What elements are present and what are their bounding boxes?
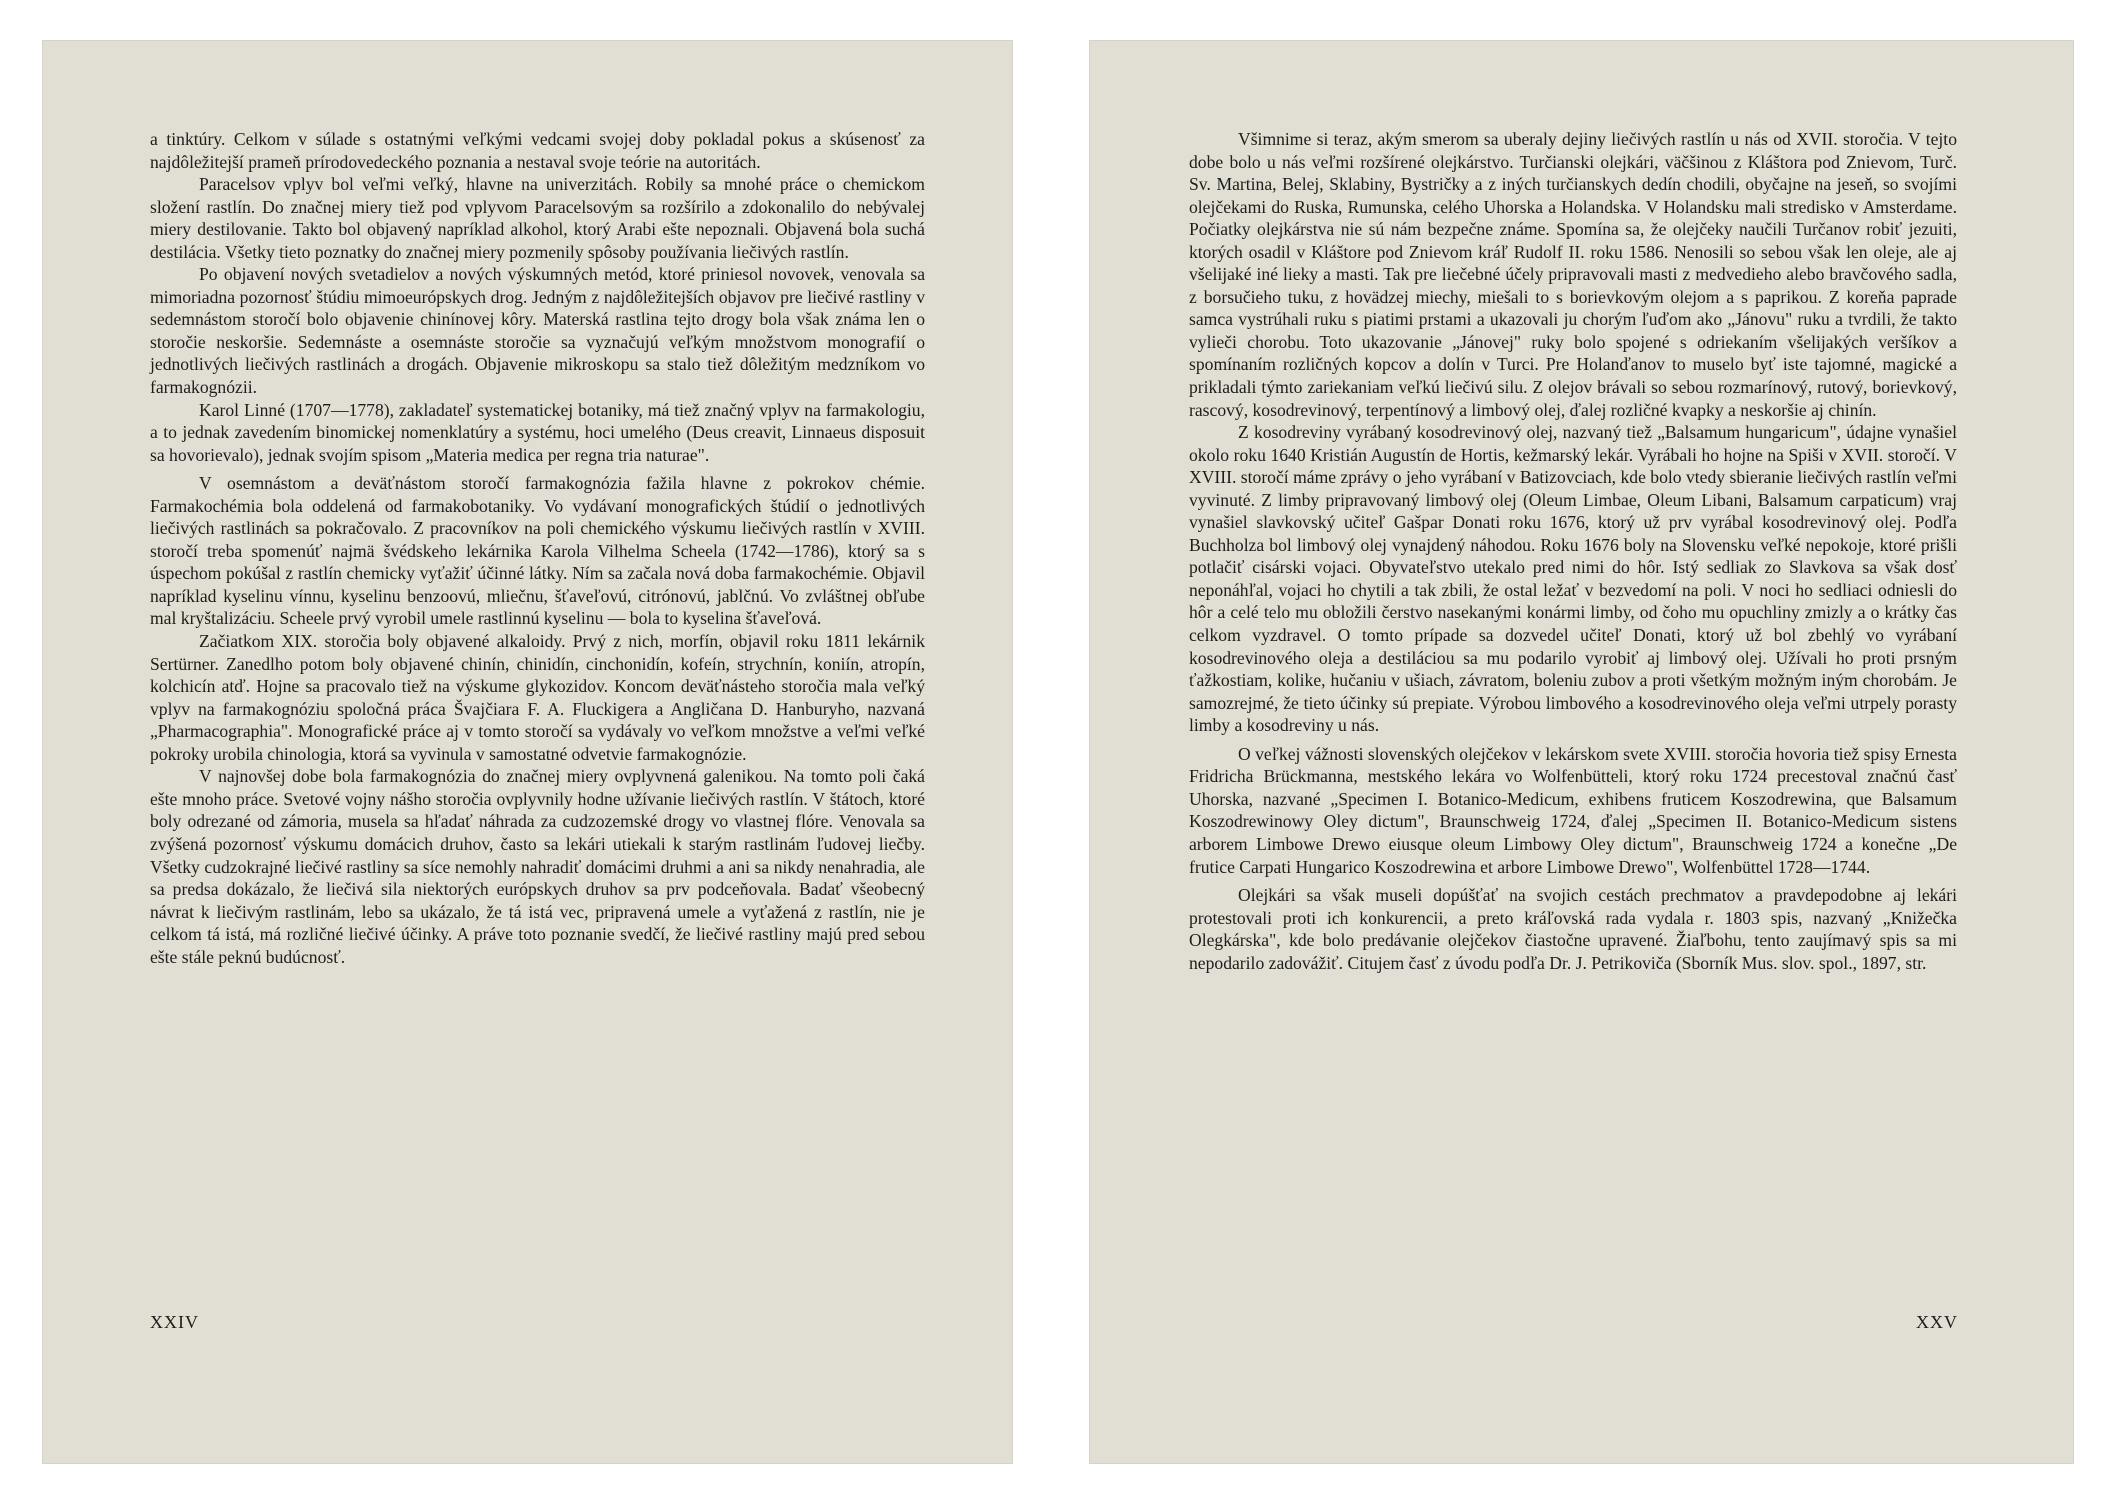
page-number: XXIV xyxy=(150,1312,199,1332)
paragraph: V osemnástom a deväťnástom storočí farmakognózia fažila hlavne z pokrokov chémie. Farmakochémia bola oddelená od farmakobotaniky. Vo vydávaní monografických štúdií o jednotlivých liečivých rastlinách sa pokračovalo. Z pracovníkov na poli chemického výskumu liečivých rastlín v XVIII. storočí treba spomenúť najmä švédskeho lekárnika Karola Vilhelma Scheela (1742—1786), ktorý sa s úspechom pokúšal z rastlín chemicky vyťažiť účinné látky. Ním sa začala nová doba farmakochémie. Objavil napríklad kyselinu vínnu, kyselinu benzoovú, mliečnu, šťaveľovú, citrónovú, jablčnú. Vo zvláštnej obľube mal kryštalizáciu. Scheele prvý vyrobil umele rastlinnú kyselinu — bola to kyselina šťaveľová. xyxy=(150,473,925,629)
paragraph: a tinktúry. Celkom v súlade s ostatnými veľkými vedcami svojej doby pokladal pokus a skúsenosť za najdôležitejší prameň prírodovedeckého poznania a nestaval svoje teórie na autoritách. xyxy=(150,129,925,172)
paragraph: Paracelsov vplyv bol veľmi veľký, hlavne na univerzitách. Robily sa mnohé práce o chemickom složení rastlín. Do značnej miery tiež pod vplyvom Paracelsovým sa rozšírilo a zdokonalilo do nebývalej miery destilovanie. Takto bol objavený napríklad alkohol, ktorý Arabi ešte nepoznali. Objavená bola suchá destilácia. Všetky tieto poznatky do značnej miery pozmenily spôsoby používania liečivých rastlín. xyxy=(150,174,925,262)
left-page-body xyxy=(150,128,925,968)
paragraph: Po objavení nových svetadielov a nových výskumných metód, ktoré priniesol novovek, venovala sa mimoriadna pozornosť štúdiu mimoeurópskych drog. Jedným z najdôležitejších objavov pre liečivé rastliny v sedemnástom storočí bolo objavenie chinínovej kôry. Materská rastlina tejto drogy bola však známa len o storočie neskoršie. Sedemnáste a osemnáste storočie sa vyznačujú veľkým množstvom monografií o jednotlivých liečivých rastlinách a drogách. Objavenie mikroskopu sa stalo tiež dôležitým medzníkom vo farmakognózii. xyxy=(150,264,925,398)
page-number: XXV xyxy=(1916,1312,1958,1332)
paragraph: O veľkej vážnosti slovenských olejčekov v lekárskom svete XVIII. storočia hovoria tiež spisy Ernesta Fridricha Brückmanna, mestského lekára vo Wolfenbütteli, ktorý roku 1724 precestoval značnú časť Uhorska, nazvané „Specimen I. Botanico-Medicum, exhibens fruticem Koszodrewina, que Balsamum Koszodrewinowy Oley dictum", Braunschweig 1724, ďalej „Specimen II. Botanico-Medicum sistens arborem Limbowe Drewo eiusque oleum Limbowy Oley dictum", Braunschweig 1724 a konečne „De frutice Carpati Hungarico Koszodrewina et arbore Limbowe Drewo", Wolfenbüttel 1728—1744. xyxy=(1189,743,1957,877)
paragraph: Z kosodreviny vyrábaný kosodrevinový olej, nazvaný tiež „Balsamum hungaricum", údajne vynašiel okolo roku 1640 Kristián Augustín de Hortis, kežmarský lekár. Vyrábali ho hojne na Spiši v XVII. storočí. V XVIII. storočí máme zprávy o jeho vyrábaní v Batizovciach, kde bolo vtedy sbieranie liečivých rastlín veľmi vyvinuté. Z limby pripravovaný limbový olej (Oleum Limbae, Oleum Libani, Balsamum carpaticum) vraj vynašiel slavkovský učiteľ Gašpar Donati roku 1676, ktorý už prv vyrábal kosodrevinový olej. Podľa Buchholza bol limbový olej vynajdený náhodou. Roku 1676 boly na Slovensku veľké nepokoje, ktoré prišli potlačiť cisárski vojaci. Obyvateľstvo utekalo pred nimi do hôr. Istý sedliak zo Slavkova sa však dosť neponáhľal, vojaci ho chytili a tak zbili, že ostal ležať v bezvedomí na poli. V noci ho sedliaci odniesli do hôr a celé telo mu obložili čerstvo nasekanými konármi limby, od čoho mu opuchliny zmizly a o krátky čas celkom vyzdravel. O tomto prípade sa dozvedel učiteľ Donati, ktorý už bol zbehlý vo vyrábaní kosodrevinového oleja a destiláciou sa mu podarilo vyrobiť aj limbový olej. Užívali ho proti prsným ťažkostiam, kolike, hučaniu v ušiach, závratom, boleniu zubov a proti všetkým možným iným chorobám. Je samozrejmé, že tieto účinky sú prepiate. Výrobou limbového a kosodrevinového oleja veľmi utrpely porasty limby a kosodreviny u nás. xyxy=(1189,422,1957,736)
right-page xyxy=(1089,40,2074,1464)
paragraph: Olejkári sa však museli dopúšťať na svojich cestách prechmatov a pravdepodobne aj lekári protestovali proti ich konkurencii, a preto kráľovská rada vydala r. 1803 spis, nazvaný „Knižečka Olegkárska", kde bolo predávanie olejčekov čiastočne upravené. Žiaľbohu, tento zaujímavý spis sa mi nepodarilo zadovážiť. Citujem časť z úvodu podľa Dr. J. Petrikoviča (Sborník Mus. slov. spol., 1897, str. xyxy=(1189,885,1957,973)
right-page-body xyxy=(1189,128,1957,974)
left-page xyxy=(42,40,1013,1464)
paragraph: Karol Linné (1707—1778), zakladateľ systematickej botaniky, má tiež značný vplyv na farmakologiu, a to jednak zavedením binomickej nomenklatúry a systému, hoci umelého (Deus creavit, Linnaeus disposuit sa hovorievalo), jednak svojím spisom „Materia medica per regna tria naturae". xyxy=(150,399,925,465)
paragraph: V najnovšej dobe bola farmakognózia do značnej miery ovplyvnená galenikou. Na tomto poli čaká ešte mnoho práce. Svetové vojny nášho storočia ovplyvnily hodne užívanie liečivých rastlín. V štátoch, ktoré boly odrezané od zámoria, musela sa hľadať náhrada za cudzozemské drogy vo vlastnej flóre. Venovala sa zvýšená pozornosť výskumu domácich druhov, často sa lekári utiekali k starým rastlinám ľudovej liečby. Všetky cudzokrajné liečivé rastliny sa síce nemohly nahradiť domácimi druhmi a ani sa nikdy nenahradia, ale sa predsa dokázalo, že liečivá sila niektorých európskych druhov sa prv podceňovala. Badať všeobecný návrat k liečivým rastlinám, lebo sa ukázalo, že tá istá vec, pripravená umele a vyťažená z rastlín, nie je celkom tá istá, má rozličné liečivé účinky. A práve toto poznanie svedčí, že liečivé rastliny majú pred sebou ešte stále peknú budúcnosť. xyxy=(150,766,925,967)
paragraph: Všimnime si teraz, akým smerom sa uberaly dejiny liečivých rastlín u nás od XVII. storočia. V tejto dobe bolo u nás veľmi rozšírené olejkárstvo. Turčianski olejkári, väčšinou z Kláštora pod Znievom, Turč. Sv. Martina, Belej, Sklabiny, Bystričky a z iných turčianskych dedín chodili, obyčajne na jeseň, so svojími olejčekami do Ruska, Rumunska, celého Uhorska a Holandska. V Holandsku mali stredisko v Amsterdame. Počiatky olejkárstva nie sú nám bezpečne známe. Spomína sa, že olejčeky naučili Turčanov robiť jezuiti, ktorých osadil v Kláštore pod Znievom kráľ Rudolf II. roku 1586. Nenosili so sebou však len oleje, ale aj všelijaké iné lieky a masti. Tak pre liečebné účely pripravovali masti z medvedieho alebo bravčového sadla, z borsučieho tuku, z hovädzej miechy, miešali to s borievkovým olejom a s paprikou. Z koreňa paprade samca vystrúhali ruku s piatimi prstami a ukazovali ju chorým ľuďom ako „Jánovu" ruku a tvrdili, že takto vylieči chorobu. Toto ukazovanie „Jánovej" ruky bolo spojené s odriekaním všelijakých veršíkov a spomínaním rozličných kopcov a dolín v Turci. Pre Holanďanov to muselo byť iste tajomné, magické a prikladali týmto zariekaniam veľkú liečivú silu. Z olejov brávali so sebou rozmarínový, rutový, borievkový, rascový, kosodrevinový, terpentínový a limbový olej, ďalej rozličné kvapky a neskoršie aj chinín. xyxy=(1189,129,1957,420)
paragraph: Začiatkom XIX. storočia boly objavené alkaloidy. Prvý z nich, morfín, objavil roku 1811 lekárnik Sertürner. Zanedlho potom boly objavené chinín, chinidín, cinchonidín, kofeín, strychnín, koniín, atropín, kolchicín atď. Hojne sa pracovalo tiež na výskume glykozidov. Koncom deväťnásteho storočia mala veľký vplyv na farmakognóziu spoločná práca Švajčiara F. A. Fluckigera a Angličana D. Hanburyho, nazvaná „Pharmacographia". Monografické práce aj v tomto storočí sa vydávaly vo veľkom množstve a veľmi veľké pokroky urobila chinologia, ktorá sa vyvinula v samostatné odvetvie farmakognózie. xyxy=(150,631,925,764)
